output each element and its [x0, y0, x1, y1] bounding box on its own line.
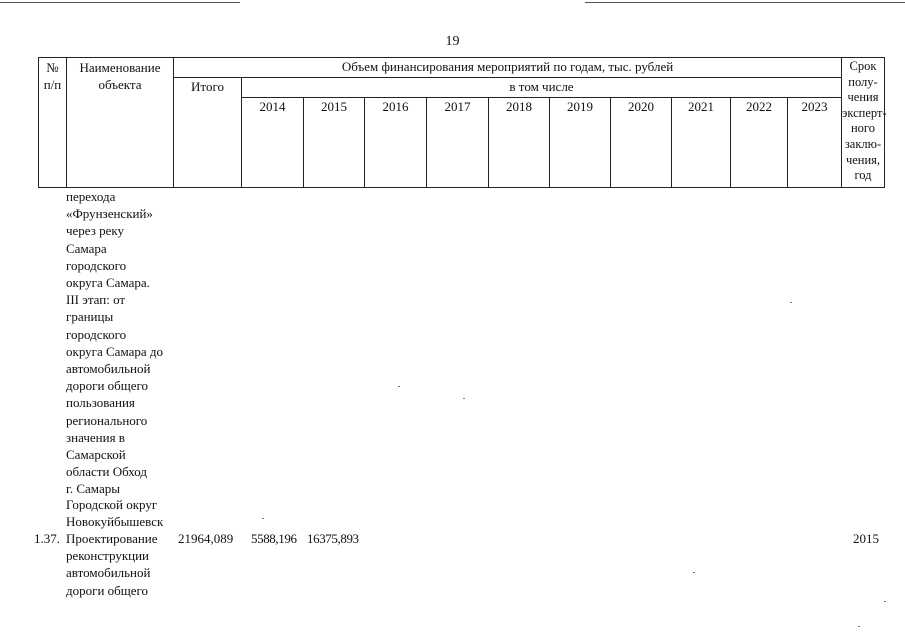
scan-speck — [693, 572, 695, 573]
row-name: Проектирование реконструкции автомобильной дороги общего — [66, 531, 158, 598]
scan-speck — [262, 518, 264, 519]
header-total-cell: Итого — [174, 78, 242, 188]
header-year-2016: 2016 — [365, 98, 427, 188]
scan-speck — [398, 386, 400, 387]
header-year-2015: 2015 — [304, 98, 365, 188]
top-rule-right — [585, 2, 905, 3]
page-number: 19 — [445, 34, 460, 49]
scan-speck — [790, 302, 792, 303]
top-rule-left — [0, 2, 240, 3]
row-number: 1.37. — [34, 531, 60, 546]
header-year-2014: 2014 — [242, 98, 304, 188]
row-2015: 16375,893 — [307, 531, 359, 546]
header-funding-cell: Объем финансирования мероприятий по годам, тыс. рублей — [174, 58, 842, 78]
header-deadline-cell: Срок полу- чения эксперт- ного заклю- чения, год — [842, 58, 885, 188]
scan-speck — [858, 626, 860, 627]
continuation-text: перехода «Фрунзенский» через реку Самара городского округа Самара. III этап: от границы городского округа Самара до автомобильной дороги общего пользования регионального значения в Самарской области Обход г. Самары — [66, 189, 163, 497]
header-year-2018: 2018 — [489, 98, 550, 188]
header-year-2023: 2023 — [788, 98, 842, 188]
section-heading: Городской округ Новокуйбышевск — [66, 497, 164, 530]
row-total: 21964,089 — [178, 531, 234, 546]
header-year-2022: 2022 — [731, 98, 788, 188]
row-2014: 5588,196 — [251, 531, 297, 546]
header-year-2017: 2017 — [427, 98, 489, 188]
header-number-cell: № п/п — [39, 58, 67, 188]
scan-speck — [463, 398, 465, 399]
funding-table-header — [38, 57, 885, 188]
header-year-2020: 2020 — [611, 98, 672, 188]
header-year-2021: 2021 — [672, 98, 731, 188]
header-including-cell: в том числе — [242, 78, 842, 98]
row-deadline: 2015 — [853, 531, 879, 546]
header-year-2019: 2019 — [550, 98, 611, 188]
header-name-cell: Наименование объекта — [67, 58, 174, 188]
scan-speck — [884, 601, 886, 602]
